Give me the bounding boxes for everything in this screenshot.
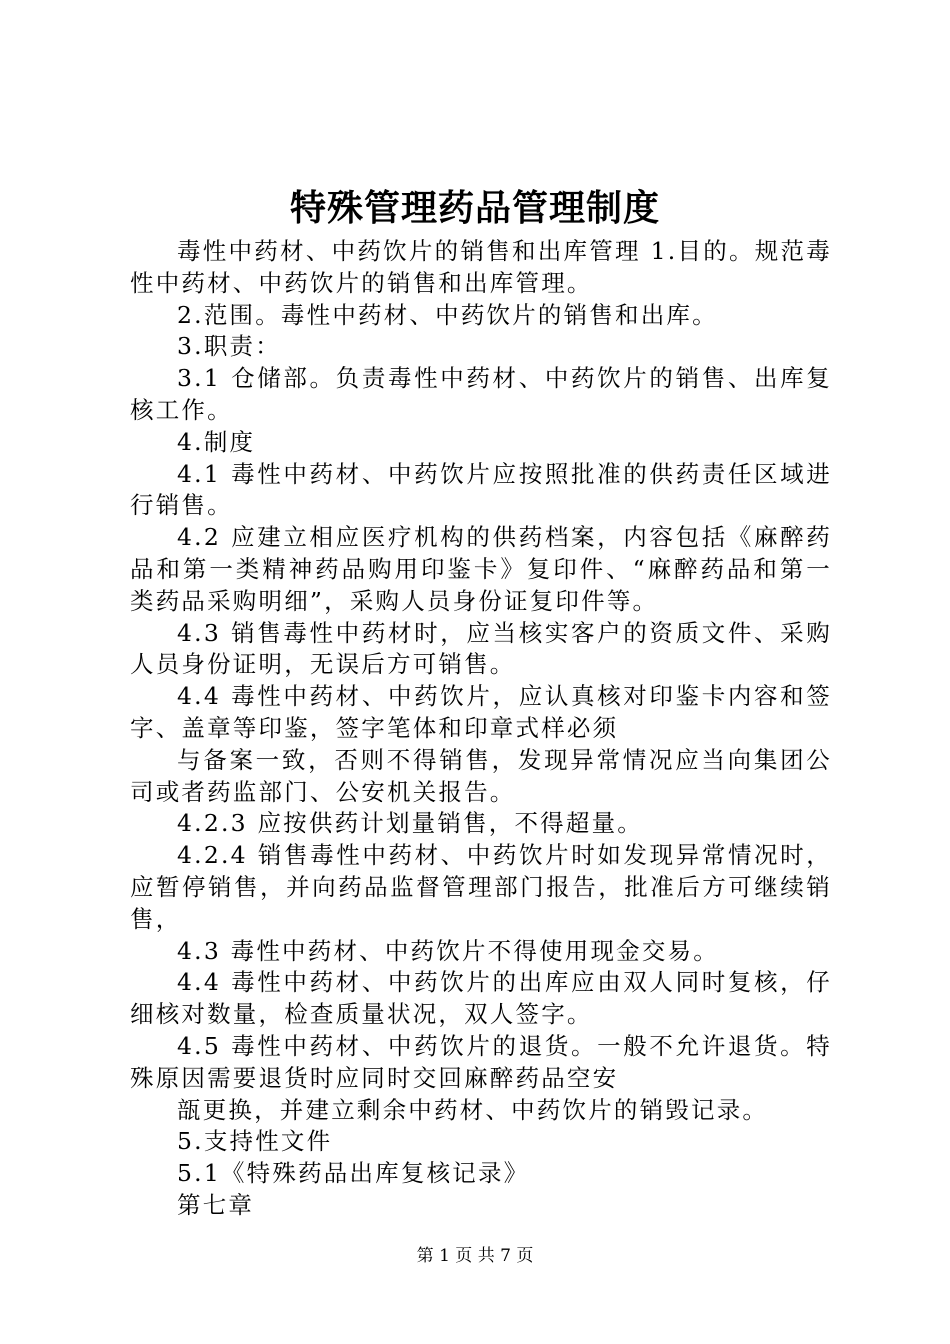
paragraph: 第七章 [177, 1190, 255, 1219]
paragraph: 4.5 毒性中药材、中药饮片的退货。一般不允许退货。特殊原因需要退货时应同时交回麻醉药品空安 [130, 1031, 832, 1092]
document-body [130, 236, 832, 1222]
paragraph: 4.2 应建立相应医疗机构的供药档案，内容包括《麻醉药品和第一类精神药品购用印鉴卡》复印件、“麻醉药品和第一类药品采购明细”，采购人员身份证复印件等。 [130, 523, 832, 615]
paragraph: 2.范围。毒性中药材、中药饮片的销售和出库。 [177, 300, 718, 329]
paragraph: 4.4 毒性中药材、中药饮片，应认真核对印鉴卡内容和签字、盖章等印鉴，签字笔体和印章式样必须 [130, 682, 832, 742]
paragraph: 毒性中药材、中药饮片的销售和出库管理 1.目的。规范毒性中药材、中药饮片的销售和出库管理。 [130, 237, 832, 297]
paragraph: 4.1 毒性中药材、中药饮片应按照批准的供药责任区域进行销售。 [130, 459, 832, 520]
paragraph: 4.3 销售毒性中药材时，应当核实客户的资质文件、采购人员身份证明，无误后方可销售。 [130, 618, 832, 679]
paragraph: 4.4 毒性中药材、中药饮片的出库应由双人同时复核，仔细核对数量，检查质量状况，双人签字。 [130, 968, 832, 1029]
paragraph: 4.制度 [177, 427, 256, 456]
paragraph: 瓿更换，并建立剩余中药材、中药饮片的销毁记录。 [177, 1095, 769, 1124]
paragraph: 4.2.4 销售毒性中药材、中药饮片时如发现异常情况时，应暂停销售，并向药品监督管理部门报告，批准后方可继续销售， [130, 841, 832, 933]
paragraph: 与备案一致，否则不得销售，发现异常情况应当向集团公司或者药监部门、公安机关报告。 [130, 745, 832, 806]
paragraph: 5.支持性文件 [177, 1127, 333, 1156]
paragraph: 3.1 仓储部。负责毒性中药材、中药饮片的销售、出库复核工作。 [130, 364, 832, 424]
paragraph: 4.3 毒性中药材、中药饮片不得使用现金交易。 [177, 936, 719, 965]
paragraph: 3.职责： [177, 332, 281, 361]
paragraph: 5.1《特殊药品出库复核记录》 [177, 1159, 530, 1188]
page-footer: 第 1 页 共 7 页 [416, 1246, 534, 1266]
paragraph: 4.2.3 应按供药计划量销售，不得超量。 [177, 809, 643, 838]
page-title: 特殊管理药品管理制度 [289, 187, 660, 229]
